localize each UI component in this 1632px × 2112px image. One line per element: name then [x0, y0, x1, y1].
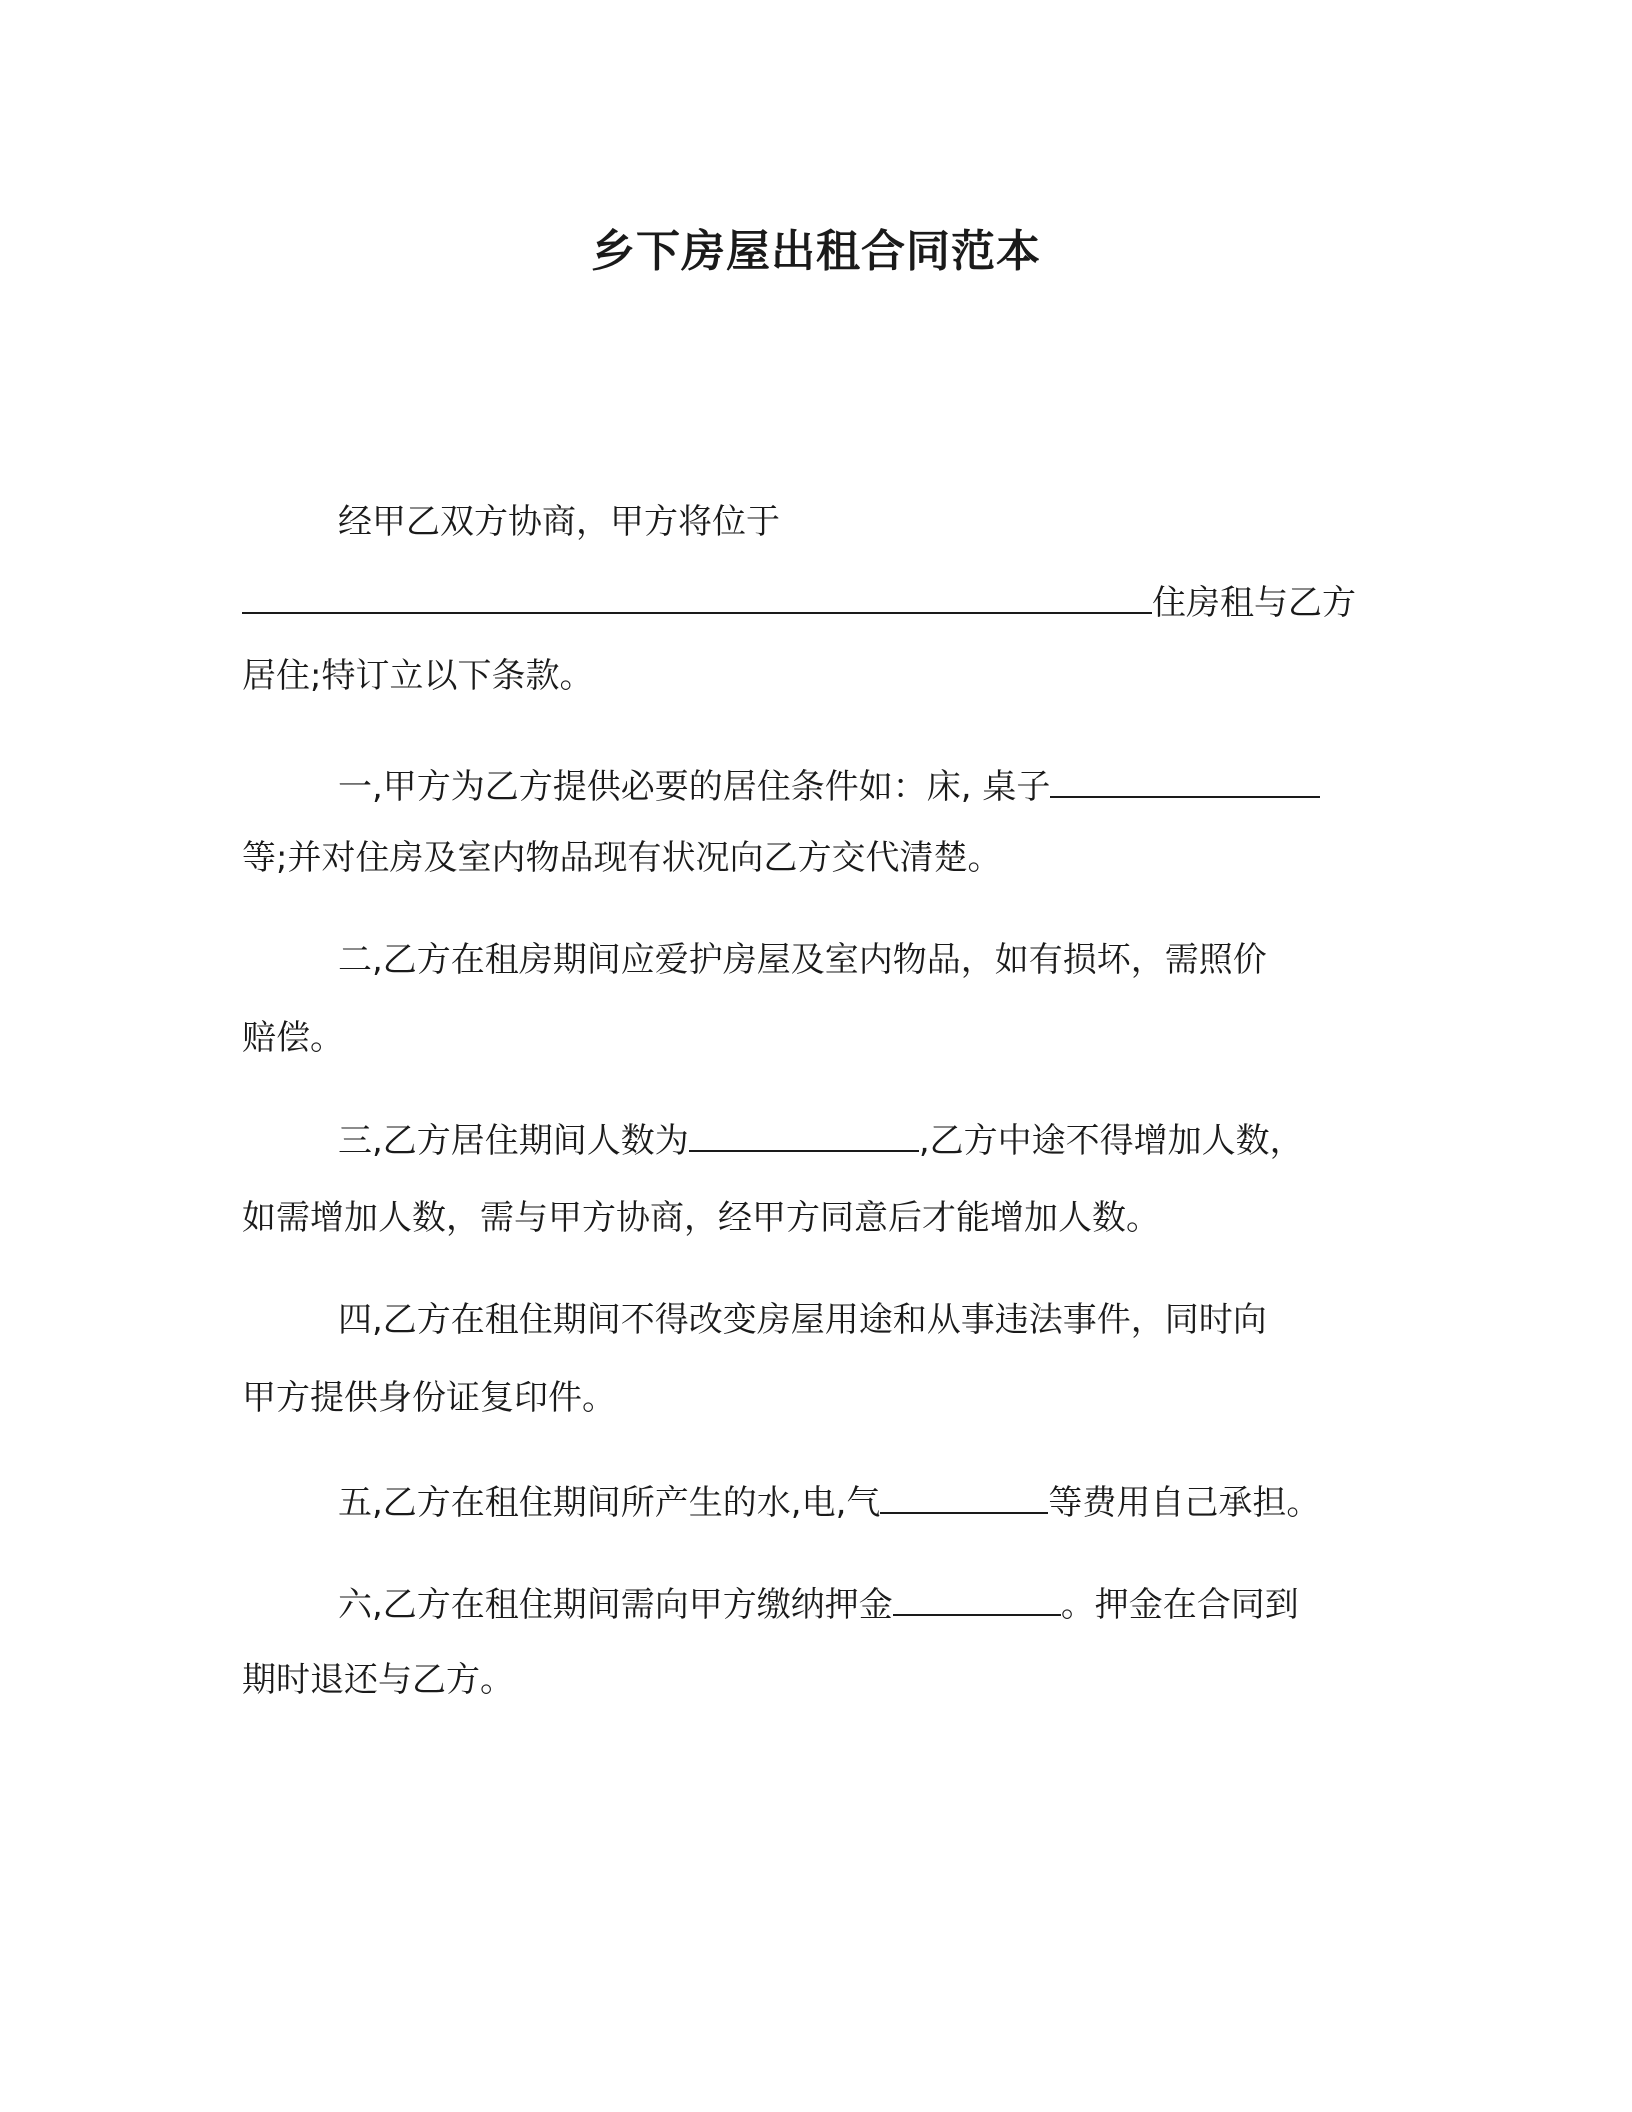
- clause-4-line-2: 甲方提供身份证复印件。: [242, 1378, 616, 1418]
- address-blank: [242, 582, 1152, 614]
- clause-3-line-1: [338, 1120, 1378, 1161]
- clause-4-line-1: 四,乙方在租住期间不得改变房屋用途和从事违法事件，同时向: [338, 1300, 1267, 1340]
- clause-6-line-2: 期时退还与乙方。: [242, 1660, 514, 1700]
- clause-1-line-1-text: 一,甲方为乙方提供必要的居住条件如：床, 桌子: [338, 767, 1051, 807]
- intro-line-2-text: 住房租与乙方: [1152, 583, 1356, 623]
- intro-line-2: [242, 582, 1378, 623]
- occupants-blank: [689, 1120, 919, 1152]
- deposit-blank: [893, 1584, 1061, 1616]
- clause-1-line-2: 等;并对住房及室内物品现有状况向乙方交代清楚。: [242, 838, 1002, 878]
- intro-line-3: 居住;特订立以下条款。: [242, 656, 594, 696]
- clause-2-line-2: 赔偿。: [242, 1018, 344, 1058]
- clause-5-line-1-text: 五,乙方在租住期间所产生的水,电,气: [338, 1483, 881, 1523]
- document-title: 乡下房屋出租合同范本: [591, 226, 1041, 277]
- furniture-blank: [1050, 766, 1320, 798]
- clause-5-line-1: [338, 1482, 1378, 1523]
- clause-6-line-1-text: 六,乙方在租住期间需向甲方缴纳押金: [338, 1585, 893, 1625]
- clause-3-line-2: 如需增加人数，需与甲方协商，经甲方同意后才能增加人数。: [242, 1198, 1160, 1238]
- clause-2-line-1: 二,乙方在租房期间应爱护房屋及室内物品，如有损坏，需照价: [338, 940, 1267, 980]
- intro-line-1: 经甲乙双方协商，甲方将位于: [338, 502, 780, 542]
- clause-5-line-1-suffix: 等费用自己承担。: [1048, 1483, 1321, 1523]
- clause-3-line-1-suffix: ,乙方中途不得增加人数，: [918, 1121, 1304, 1161]
- clause-1-line-1: [338, 766, 1378, 807]
- clause-6-line-1: [338, 1584, 1378, 1625]
- utilities-blank: [880, 1482, 1048, 1514]
- clause-6-line-1-suffix: 。押金在合同到: [1060, 1585, 1299, 1625]
- clause-3-line-1-text: 三,乙方居住期间人数为: [338, 1121, 689, 1161]
